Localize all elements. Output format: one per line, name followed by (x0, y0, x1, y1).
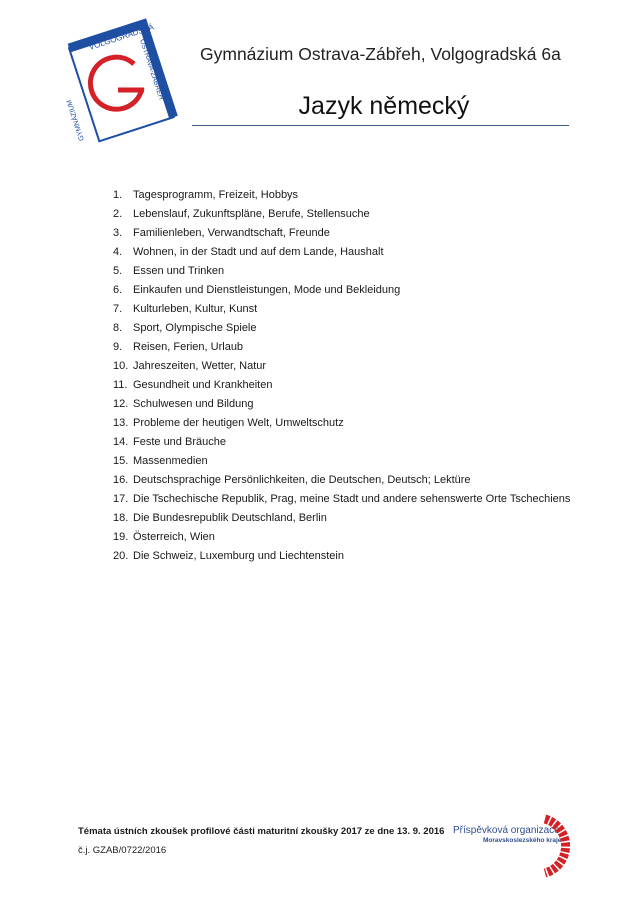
item-number: 3. (113, 227, 123, 239)
item-number: 4. (113, 246, 123, 258)
item-number: 15. (113, 455, 129, 467)
footer-reference-number: č.j. GZAB/0722/2016 (78, 845, 167, 856)
item-text: Reisen, Ferien, Urlaub (133, 341, 244, 353)
item-text: Die Bundesrepublik Deutschland, Berlin (133, 512, 327, 524)
item-number: 11. (113, 379, 128, 391)
item-text: Tagesprogramm, Freizeit, Hobbys (133, 189, 299, 201)
list-item (113, 262, 570, 281)
item-number: 20. (113, 550, 129, 562)
item-number: 2. (113, 208, 123, 220)
item-number: 17. (113, 493, 129, 505)
msk-logo-title: Příspěvková organizace (453, 825, 560, 836)
list-item (113, 490, 570, 509)
list-item (113, 414, 570, 433)
msk-logo (453, 815, 588, 875)
list-item (113, 224, 570, 243)
list-item (113, 338, 570, 357)
item-number: 19. (113, 531, 129, 543)
item-number: 9. (113, 341, 123, 353)
topic-list (113, 186, 570, 566)
list-item (113, 452, 570, 471)
item-number: 14. (113, 436, 129, 448)
item-number: 1. (113, 189, 123, 201)
logo-text-right: OSTRAVA-ZÁBŘEH (138, 38, 165, 101)
item-text: Jahreszeiten, Wetter, Natur (133, 360, 267, 372)
item-number: 13. (113, 417, 129, 429)
item-number: 6. (113, 284, 123, 296)
msk-logo-subtitle: Moravskoslezského kraje (483, 837, 562, 844)
logo-text-top: VOLGOGRADSKÁ (87, 22, 155, 52)
list-item (113, 357, 570, 376)
list-item (113, 319, 570, 338)
list-item (113, 547, 570, 566)
item-text: Schulwesen und Bildung (133, 398, 254, 410)
item-number: 18. (113, 512, 129, 524)
item-text: Die Schweiz, Luxemburg und Liechtenstein (133, 550, 344, 562)
item-text: Massenmedien (133, 455, 208, 467)
list-item (113, 300, 570, 319)
list-item (113, 186, 570, 205)
item-number: 5. (113, 265, 123, 277)
item-text: Deutschsprachige Persönlichkeiten, die Deutschen, Deutsch; Lektüre (133, 474, 471, 486)
list-item (113, 471, 570, 490)
item-number: 8. (113, 322, 123, 334)
item-number: 10. (113, 360, 129, 372)
list-item (113, 433, 570, 452)
item-number: 12. (113, 398, 129, 410)
item-text: Wohnen, in der Stadt und auf dem Lande, Haushalt (133, 246, 384, 258)
item-text: Familienleben, Verwandtschaft, Freunde (133, 227, 330, 239)
item-text: Essen und Trinken (133, 265, 225, 277)
list-item (113, 243, 570, 262)
item-text: Lebenslauf, Zukunftspläne, Berufe, Stellensuche (133, 208, 370, 220)
logo-text-left: GYMNÁZIUM (66, 98, 86, 142)
footer (78, 822, 444, 860)
item-text: Probleme der heutigen Welt, Umweltschutz (133, 417, 344, 429)
list-item (113, 281, 570, 300)
school-name: Gymnázium Ostrava-Zábřeh, Volgogradská 6a (200, 44, 561, 64)
item-text: Kulturleben, Kultur, Kunst (133, 303, 258, 315)
list-item (113, 528, 570, 547)
list-item (113, 509, 570, 528)
item-number: 7. (113, 303, 123, 315)
item-text: Gesundheit und Krankheiten (133, 379, 273, 391)
item-text: Die Tschechische Republik, Prag, meine Stadt und andere sehenswerte Orte Tschechiens (133, 493, 571, 505)
school-logo (66, 20, 170, 145)
msk-arc-icon (541, 815, 589, 875)
item-text: Österreich, Wien (133, 531, 215, 543)
list-item (113, 395, 570, 414)
list-item (113, 376, 570, 395)
list-item (113, 205, 570, 224)
item-number: 16. (113, 474, 129, 486)
item-text: Einkaufen und Dienstleistungen, Mode und Bekleidung (133, 284, 401, 296)
page-title: Jazyk německý (298, 92, 470, 120)
item-text: Sport, Olympische Spiele (133, 322, 257, 334)
title-underline (192, 125, 569, 126)
footer-document-title: Témata ústních zkoušek profilové části maturitní zkoušky 2017 ze dne 13. 9. 2016 (78, 826, 445, 837)
item-text: Feste und Bräuche (133, 436, 226, 448)
